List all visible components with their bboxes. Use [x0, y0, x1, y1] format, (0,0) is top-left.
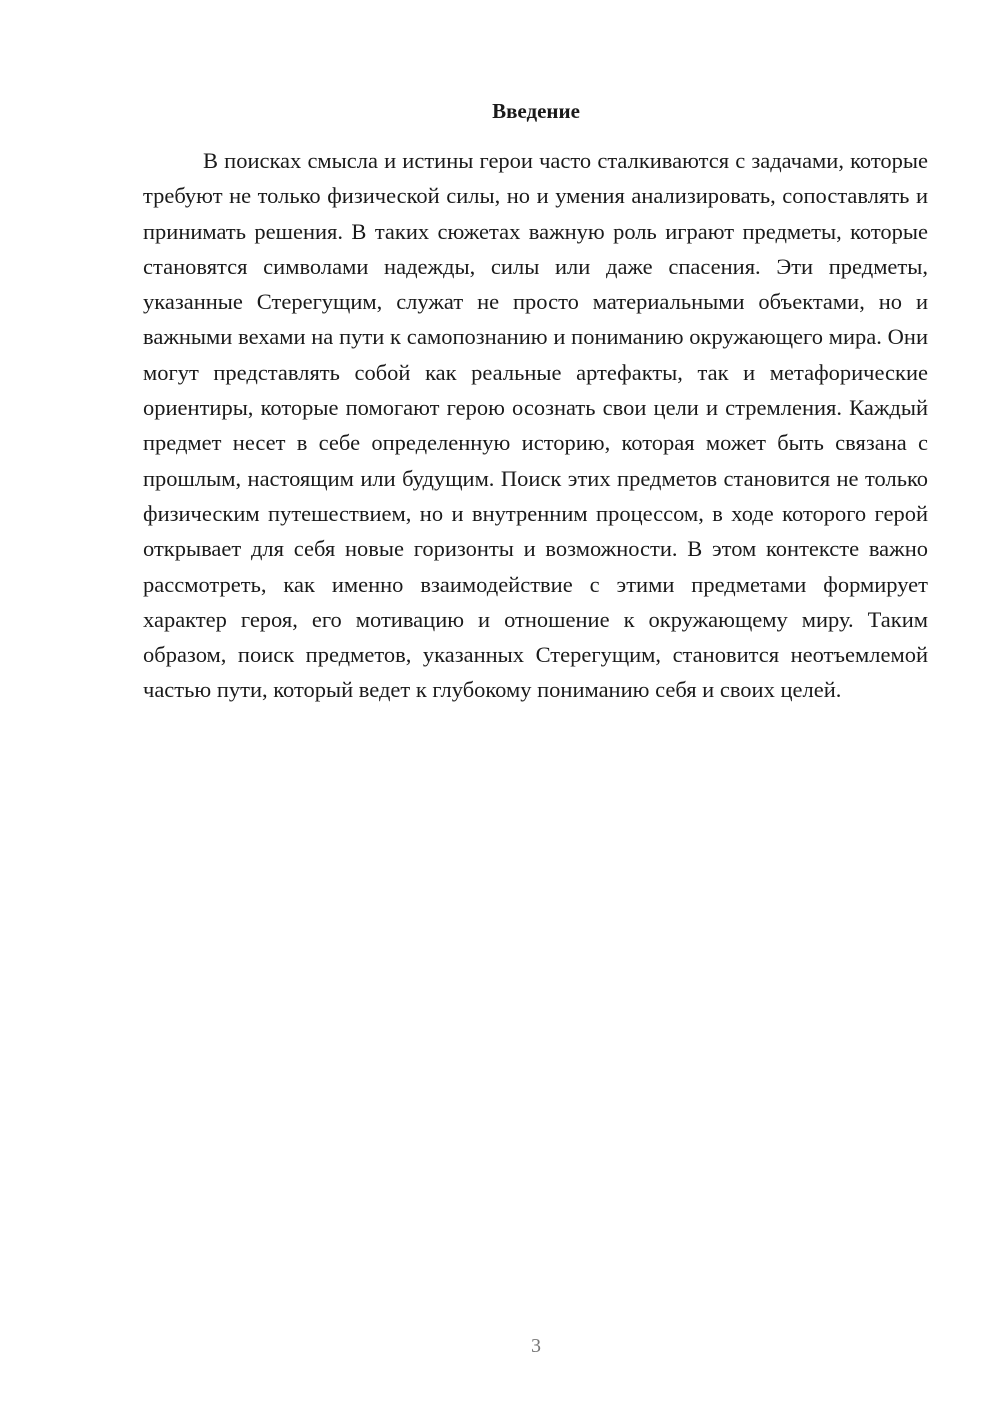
- section-title: Введение: [492, 99, 580, 123]
- page-number: 3: [531, 1335, 541, 1357]
- body-paragraph: В поисках смысла и истины герои часто сталкиваются с задачами, которые требуют не только физической силы, но и умения анализировать, сопоставлять и принимать решения. В таких сюжетах важную роль играют предметы, которые становятся символами надежды, силы или даже спасения. Эти предметы, указанные Стерегущим, служат не просто материальными объектами, но и важными вехами на пути к самопознанию и пониманию окружающего мира. Они могут представлять собой как реальные артефакты, так и метафорические ориентиры, которые помогают герою осознать свои цели и стремления. Каждый предмет несет в себе определенную историю, которая может быть связана с прошлым, настоящим или будущим. Поиск этих предметов становится не только физическим путешествием, но и внутренним процессом, в ходе которого герой открывает для себя новые горизонты и возможности. В этом контексте важно рассмотреть, как именно взаимодействие с этими предметами формирует характер героя, его мотивацию и отношение к окружающему миру. Таким образом, поиск предметов, указанных Стерегущим, становится неотъемлемой частью пути, который ведет к глубокому пониманию себя и своих целей.: [143, 148, 928, 703]
